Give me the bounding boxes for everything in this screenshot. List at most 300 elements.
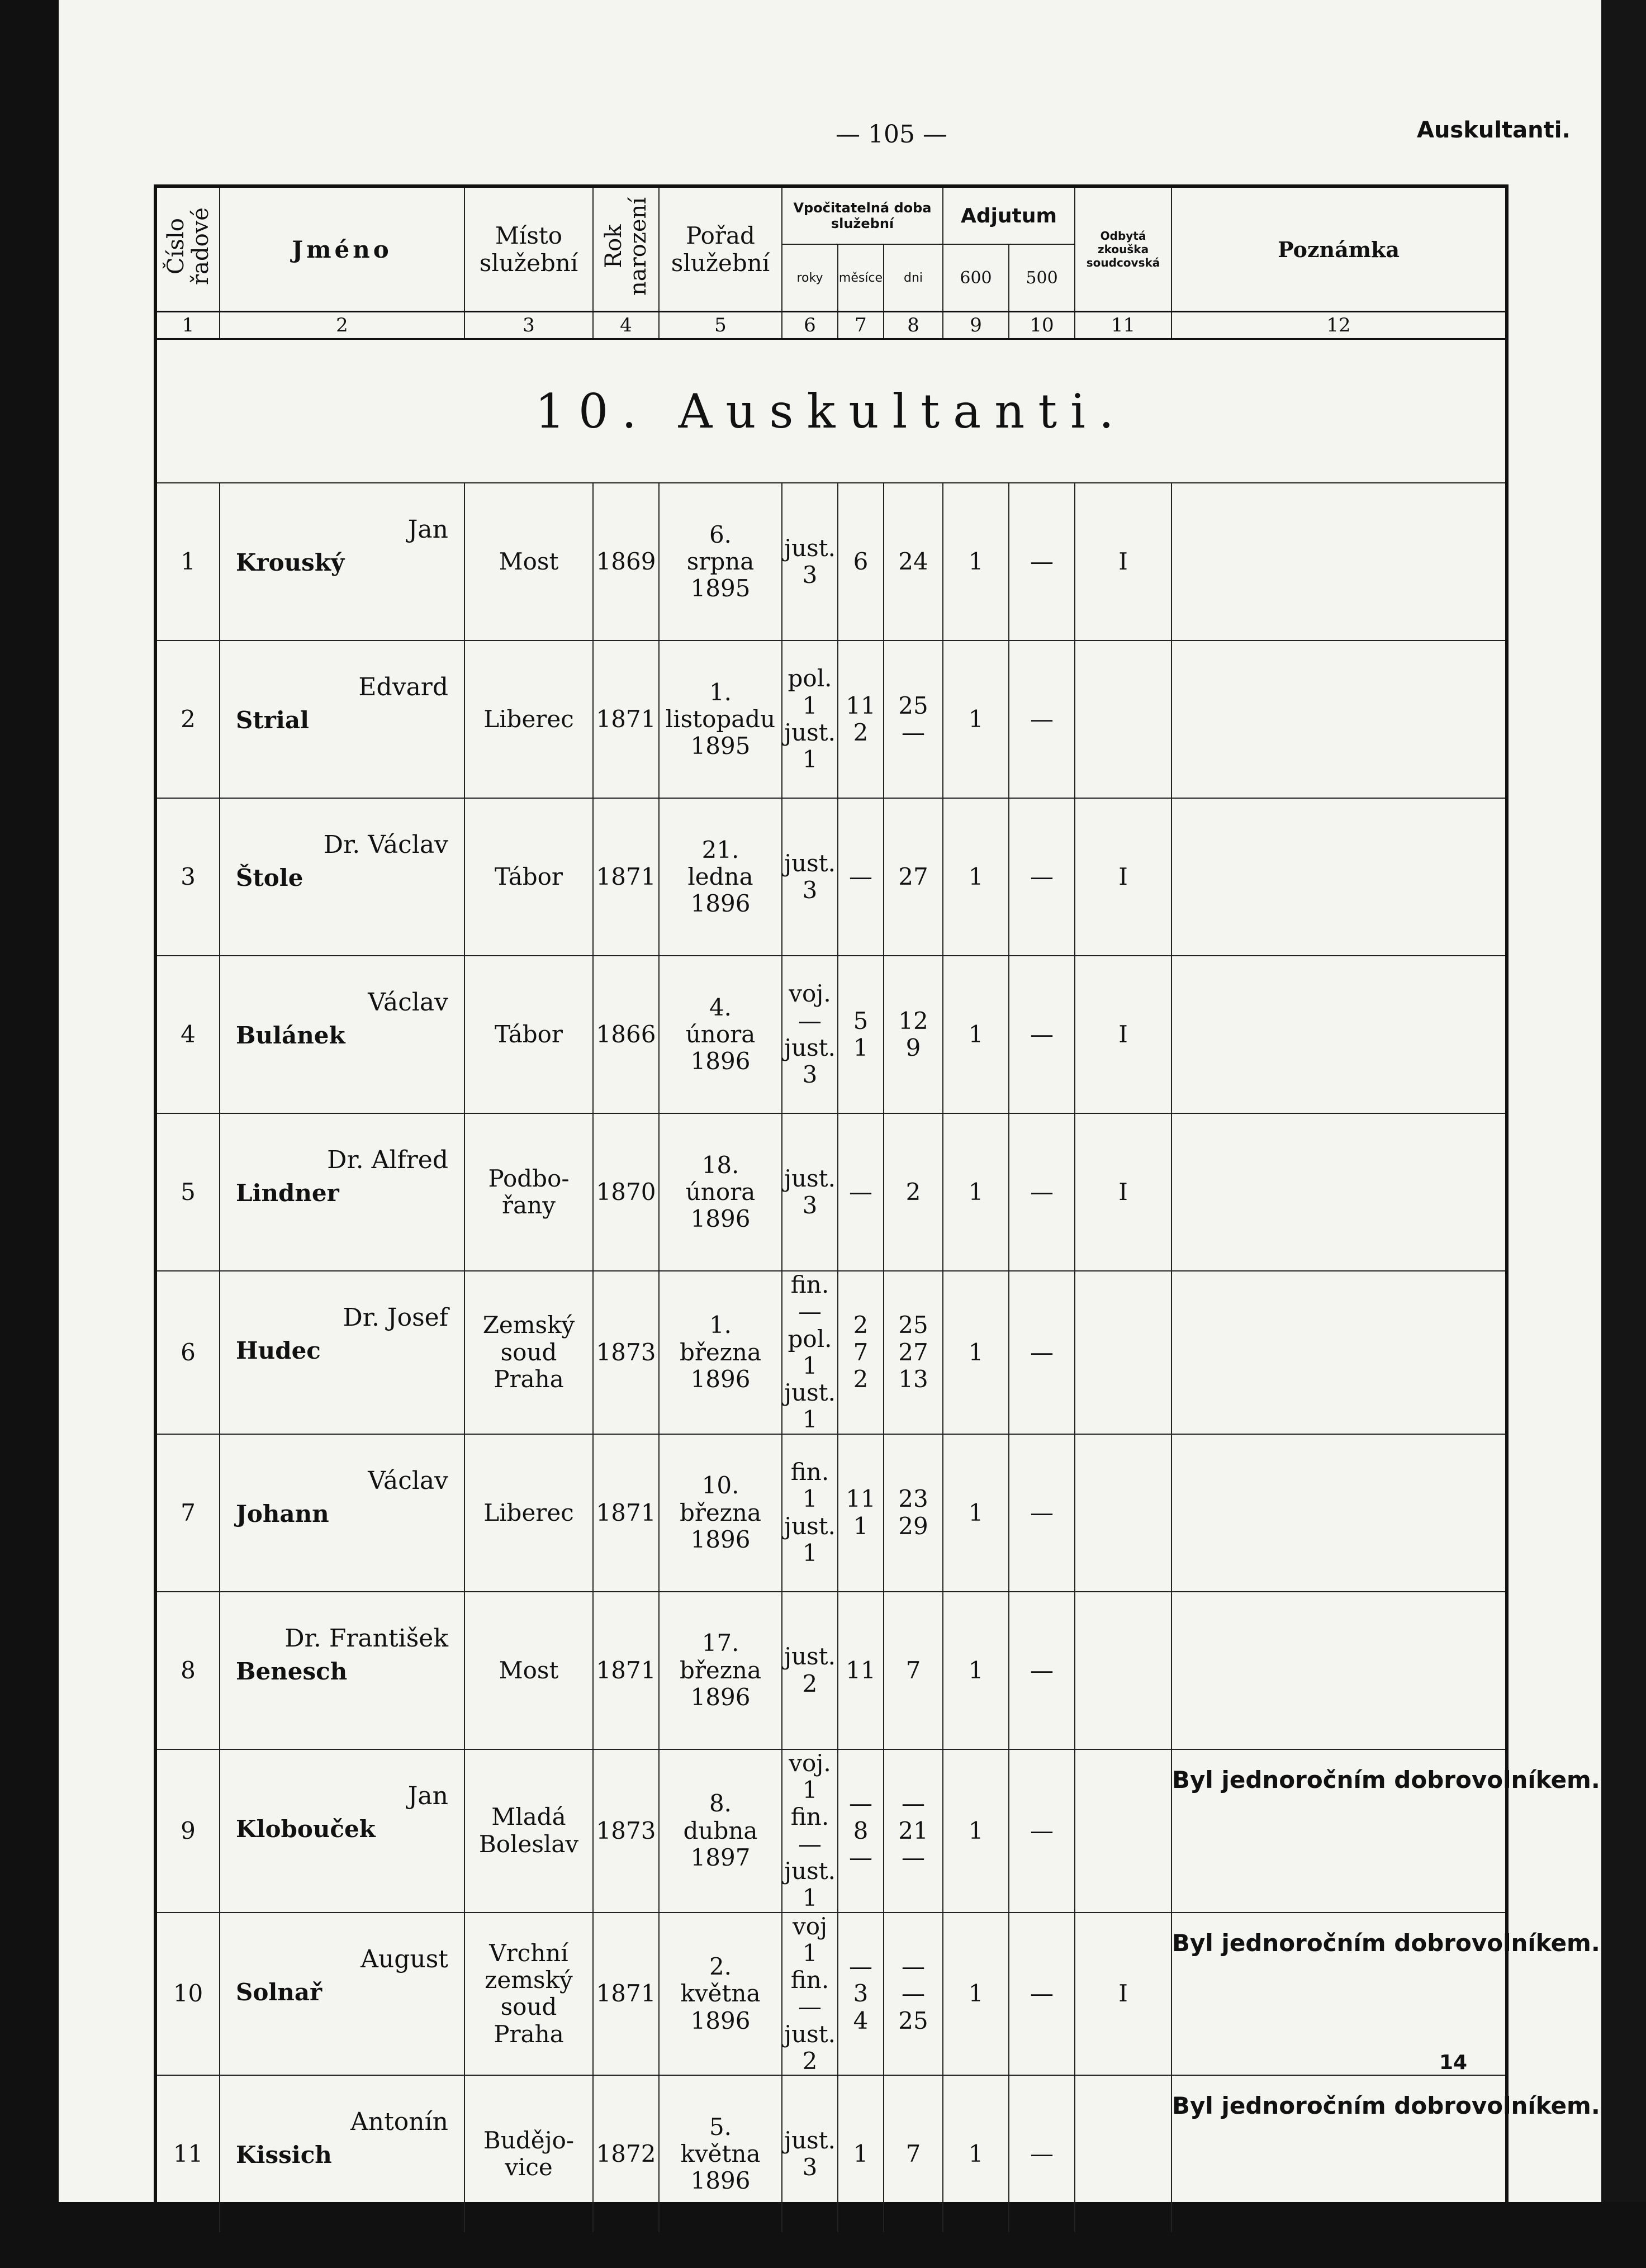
remark: [1171, 1271, 1507, 1434]
person-name: [220, 1592, 464, 1749]
service-order-line: 1.: [709, 1311, 732, 1339]
column-number: 7: [838, 312, 884, 339]
service-order-line: 1896: [690, 1525, 751, 1553]
years-line: 2: [802, 1669, 818, 1697]
years-line: fin.: [790, 1966, 829, 1994]
page-number: — 105 —: [836, 120, 947, 149]
exam: I: [1075, 1913, 1171, 2076]
months-line: 3: [853, 1980, 869, 2008]
service-order: [659, 1113, 782, 1271]
days-line: —: [902, 719, 925, 746]
remark: [1171, 483, 1507, 640]
given-name: Dr. Václav: [323, 831, 448, 859]
running-title: Auskultanti.: [1417, 117, 1571, 143]
birth-year: 1871: [593, 640, 659, 798]
row-number: 5: [155, 1113, 220, 1271]
service-order-line: března: [679, 1338, 762, 1366]
years-line: just.: [784, 534, 836, 562]
birth-year: 1873: [593, 1749, 659, 1913]
days: [884, 1271, 943, 1434]
place-line: Mladá: [491, 1803, 566, 1831]
days: [884, 1913, 943, 2076]
place-line: Most: [499, 547, 559, 575]
header-jmeno: Jméno: [220, 186, 464, 312]
row-number: 10: [155, 1913, 220, 2076]
days-line: —: [902, 1790, 925, 1818]
adjutum-600: 1: [943, 956, 1009, 1113]
service-order-line: 8.: [709, 1790, 732, 1818]
days-line: —: [902, 1980, 925, 2008]
exam: I: [1075, 798, 1171, 956]
adjutum-600: 1: [943, 1592, 1009, 1749]
birth-year: 1871: [593, 1434, 659, 1592]
header-600: 600: [943, 244, 1009, 312]
remark: [1171, 1592, 1507, 1749]
days-line: 2: [905, 1178, 921, 1206]
surname: Hudec: [236, 1337, 321, 1364]
table-row: [155, 1592, 1507, 1749]
given-name: August: [360, 1944, 448, 1973]
table-row: [155, 798, 1507, 956]
years-line: fin.: [790, 1271, 829, 1298]
row-number: 1: [155, 483, 220, 640]
days-line: 27: [898, 1338, 928, 1366]
years: [782, 1434, 838, 1592]
adjutum-600: 1: [943, 1749, 1009, 1913]
place-line: Liberec: [483, 705, 574, 733]
service-order-line: května: [680, 1980, 761, 2008]
remark: Byl jednoročním dobrovolníkem.: [1171, 2075, 1507, 2234]
place-line: Most: [499, 1656, 559, 1684]
months: [838, 640, 884, 798]
years-line: 3: [802, 1192, 818, 1219]
days: [884, 1749, 943, 1913]
years-line: 3: [802, 1061, 818, 1089]
person-name: [220, 1434, 464, 1592]
exam: I: [1075, 1113, 1171, 1271]
months-line: 2: [853, 1365, 869, 1393]
remark: Byl jednoročním dobrovolníkem.: [1171, 1913, 1507, 2076]
days: [884, 483, 943, 640]
days-line: 23: [898, 1485, 928, 1513]
place: [464, 1434, 593, 1592]
row-number: 7: [155, 1434, 220, 1592]
footer-number: 14: [1439, 2051, 1468, 2074]
years-line: just.: [784, 1034, 836, 1061]
service-order-line: března: [679, 1498, 762, 1526]
service-order: [659, 1434, 782, 1592]
adjutum-500: —: [1009, 1592, 1075, 1749]
days-line: 7: [905, 1656, 921, 1684]
service-order-line: 1897: [690, 1843, 751, 1871]
years-line: voj 1: [792, 1912, 828, 1967]
service-order-line: listopadu: [665, 705, 776, 733]
given-name: Dr. Alfred: [327, 1146, 448, 1174]
place: [464, 1592, 593, 1749]
service-order-line: května: [680, 2140, 761, 2168]
column-number: 8: [884, 312, 943, 339]
column-number: 6: [782, 312, 838, 339]
place: [464, 1271, 593, 1434]
exam: I: [1075, 956, 1171, 1113]
months-line: 6: [853, 547, 869, 575]
years: [782, 1749, 838, 1913]
header-cislo: Číslo řadové: [155, 186, 220, 312]
months-line: 2: [853, 719, 869, 746]
service-order: [659, 1271, 782, 1434]
table-row: [155, 1271, 1507, 1434]
months-line: —: [849, 1843, 872, 1871]
place: [464, 1913, 593, 2076]
months: [838, 1749, 884, 1913]
adjutum-600: 1: [943, 640, 1009, 798]
months-line: 1: [853, 1512, 869, 1540]
adjutum-500: —: [1009, 1749, 1075, 1913]
days-line: 25: [898, 2006, 928, 2034]
service-order: [659, 1749, 782, 1913]
table-row: [155, 1913, 1507, 2076]
header-mesice: měsíce: [838, 244, 884, 312]
months: [838, 1592, 884, 1749]
surname: Benesch: [236, 1657, 348, 1685]
years-line: 1: [802, 746, 818, 774]
header-misto: Místo služební: [464, 186, 593, 312]
place: [464, 640, 593, 798]
months: [838, 798, 884, 956]
months: [838, 956, 884, 1113]
service-order-line: 1895: [690, 732, 751, 760]
service-order: [659, 483, 782, 640]
days-line: —: [902, 1843, 925, 1871]
surname: Kissich: [236, 2141, 332, 2169]
years: [782, 1913, 838, 2076]
days-line: 12: [898, 1007, 928, 1035]
surname: Johann: [236, 1500, 329, 1527]
person-name: [220, 798, 464, 956]
service-order-line: 5.: [709, 2113, 732, 2141]
surname: Krouský: [236, 549, 345, 576]
place: [464, 1113, 593, 1271]
adjutum-500: —: [1009, 798, 1075, 956]
years-line: voj. 1: [789, 1749, 831, 1804]
header-doba: Vpočitatelná doba služební: [782, 186, 943, 244]
days-line: 9: [905, 1034, 921, 1061]
service-order-line: 1896: [690, 2167, 751, 2195]
years-line: just.: [784, 849, 836, 877]
exam: I: [1075, 483, 1171, 640]
years: [782, 956, 838, 1113]
header-zkouska: Odbytá zkouška soudcovská: [1075, 186, 1171, 312]
column-number: 12: [1171, 312, 1507, 339]
days: [884, 2075, 943, 2234]
person-name: [220, 1113, 464, 1271]
service-order: [659, 798, 782, 956]
exam: [1075, 1434, 1171, 1592]
months-line: —: [849, 862, 872, 890]
service-order: [659, 1913, 782, 2076]
birth-year: 1870: [593, 1113, 659, 1271]
service-order-line: 1896: [690, 890, 751, 918]
days-line: 27: [898, 862, 928, 890]
place-line: Praha: [494, 1365, 564, 1393]
years-line: just.: [784, 2020, 836, 2048]
place-line: Podbo-: [488, 1164, 570, 1192]
place-line: Budějo-: [483, 2127, 575, 2155]
service-order-line: 1896: [690, 1047, 751, 1075]
given-name: Dr. Josef: [343, 1303, 448, 1332]
service-order-line: 4.: [709, 993, 732, 1021]
birth-year: 1872: [593, 2075, 659, 2234]
months-line: 1: [853, 1034, 869, 1061]
birth-year: 1873: [593, 1271, 659, 1434]
service-order: [659, 640, 782, 798]
given-name: Edvard: [358, 673, 448, 701]
adjutum-500: —: [1009, 1913, 1075, 2076]
service-order-line: 1896: [690, 1683, 751, 1711]
adjutum-500: —: [1009, 2075, 1075, 2234]
years-line: just.: [784, 719, 836, 746]
row-number: 3: [155, 798, 220, 956]
header-rok: Rok narození: [593, 186, 659, 312]
place-line: soud: [500, 1338, 557, 1366]
years: [782, 2075, 838, 2234]
months: [838, 1113, 884, 1271]
service-order-line: 10.: [701, 1472, 739, 1500]
years-line: 3: [802, 2153, 818, 2181]
section-title: 10. Auskultanti.: [155, 339, 1507, 483]
days-line: 21: [898, 1816, 928, 1844]
years-line: 1: [802, 1884, 818, 1912]
days-line: 7: [905, 2140, 921, 2168]
birth-year: 1871: [593, 1592, 659, 1749]
service-order-line: ledna: [687, 862, 753, 890]
place: [464, 798, 593, 956]
adjutum-500: —: [1009, 1434, 1075, 1592]
header-roky: roky: [782, 244, 838, 312]
remark: [1171, 1434, 1507, 1592]
birth-year: 1869: [593, 483, 659, 640]
birth-year: 1871: [593, 1913, 659, 2076]
place: [464, 2075, 593, 2234]
place: [464, 1749, 593, 1913]
header-porad: Pořad služební: [659, 186, 782, 312]
header-dni: dni: [884, 244, 943, 312]
months: [838, 483, 884, 640]
months-line: —: [849, 1953, 872, 1980]
days-line: 13: [898, 1365, 928, 1393]
years-line: fin.: [790, 1458, 829, 1486]
given-name: Jan: [407, 1781, 448, 1810]
adjutum-500: —: [1009, 1271, 1075, 1434]
years-line: just.: [784, 1857, 836, 1885]
table-row: [155, 1113, 1507, 1271]
years-line: pol.: [788, 1325, 832, 1353]
place-line: Vrchní: [489, 1939, 568, 1967]
adjutum-600: 1: [943, 1271, 1009, 1434]
years-line: 3: [802, 876, 818, 904]
column-number: 9: [943, 312, 1009, 339]
row-number: 9: [155, 1749, 220, 1913]
exam: [1075, 1592, 1171, 1749]
months: [838, 2075, 884, 2234]
remark: [1171, 640, 1507, 798]
service-order-line: dubna: [683, 1816, 758, 1844]
adjutum-600: 1: [943, 1913, 1009, 2076]
years-line: 2: [802, 2047, 818, 2075]
row-number: 6: [155, 1271, 220, 1434]
adjutum-500: —: [1009, 483, 1075, 640]
days-line: 25: [898, 691, 928, 719]
given-name: Václav: [368, 988, 448, 1017]
years-line: —: [798, 1830, 822, 1858]
table-row: [155, 956, 1507, 1113]
given-name: Jan: [407, 515, 448, 544]
service-order-line: března: [679, 1656, 762, 1684]
given-name: Antonín: [350, 2108, 448, 2137]
service-order: [659, 2075, 782, 2234]
column-number: 2: [220, 312, 464, 339]
years-line: just.: [784, 1379, 836, 1407]
months-line: 4: [853, 2006, 869, 2034]
person-name: [220, 640, 464, 798]
adjutum-600: 1: [943, 1434, 1009, 1592]
years: [782, 798, 838, 956]
remark: Byl jednoročním dobrovolníkem.: [1171, 1749, 1507, 1913]
years: [782, 483, 838, 640]
row-number: 8: [155, 1592, 220, 1749]
exam: [1075, 1749, 1171, 1913]
place-line: řany: [502, 1192, 556, 1219]
place: [464, 956, 593, 1113]
column-number-row: [155, 312, 1507, 339]
years-line: just.: [784, 1512, 836, 1540]
service-order-line: 18.: [701, 1151, 739, 1179]
months-line: —: [849, 1178, 872, 1206]
table-row: [155, 1434, 1507, 1592]
birth-year: 1866: [593, 956, 659, 1113]
column-number: 4: [593, 312, 659, 339]
months-line: 1: [853, 2140, 869, 2168]
service-order-line: srpna: [686, 547, 755, 575]
table-row: [155, 2075, 1507, 2234]
person-name: [220, 483, 464, 640]
exam: [1075, 640, 1171, 798]
given-name: Václav: [368, 1466, 448, 1495]
years-line: just.: [784, 2127, 836, 2155]
surname: Lindner: [236, 1179, 339, 1207]
place-line: soud: [500, 1993, 557, 2021]
service-order-line: 17.: [701, 1629, 739, 1657]
exam: [1075, 1271, 1171, 1434]
table-row: [155, 483, 1507, 640]
months-line: —: [849, 1790, 872, 1818]
months: [838, 1913, 884, 2076]
service-order-line: února: [685, 1178, 756, 1206]
person-name: [220, 2075, 464, 2234]
place-line: zemský: [485, 1966, 573, 1994]
person-name: [220, 1749, 464, 1913]
days: [884, 798, 943, 956]
person-name: [220, 1271, 464, 1434]
surname: Solnař: [236, 1978, 322, 2006]
years: [782, 1271, 838, 1434]
years: [782, 1113, 838, 1271]
table-row: [155, 640, 1507, 798]
days: [884, 1113, 943, 1271]
months: [838, 1434, 884, 1592]
years-line: —: [798, 1298, 822, 1326]
place-line: Zemský: [482, 1311, 575, 1339]
service-order-line: 21.: [701, 836, 739, 863]
days: [884, 956, 943, 1113]
register-table: [154, 184, 1600, 2236]
person-name: [220, 956, 464, 1113]
row-number: 2: [155, 640, 220, 798]
surname: Strial: [236, 706, 309, 734]
months-line: 11: [846, 691, 876, 719]
years-line: 1: [802, 1539, 818, 1567]
place-line: Praha: [494, 2020, 564, 2048]
days-line: 24: [898, 547, 928, 575]
service-order-line: 2.: [709, 1953, 732, 1980]
column-number: 1: [155, 312, 220, 339]
years-line: just.: [784, 1643, 836, 1671]
service-order-line: 1.: [709, 678, 732, 706]
place-line: Boleslav: [478, 1830, 579, 1858]
days-line: 29: [898, 1512, 928, 1540]
adjutum-500: —: [1009, 956, 1075, 1113]
row-number: 4: [155, 956, 220, 1113]
months-line: 2: [853, 1311, 869, 1339]
adjutum-600: 1: [943, 1113, 1009, 1271]
column-number: 10: [1009, 312, 1075, 339]
days: [884, 1434, 943, 1592]
years-line: 1: [802, 691, 818, 719]
remark: [1171, 1113, 1507, 1271]
place-line: Liberec: [483, 1498, 574, 1526]
months-line: 7: [853, 1338, 869, 1366]
row-number: 11: [155, 2075, 220, 2234]
page-edge-shadow: [1601, 0, 1646, 2202]
years-line: 1: [802, 1485, 818, 1513]
years-line: 1: [802, 1351, 818, 1379]
place: [464, 483, 593, 640]
column-number: 5: [659, 312, 782, 339]
days-line: —: [902, 1953, 925, 1980]
surname: Štole: [236, 864, 303, 891]
service-order-line: února: [685, 1020, 756, 1048]
service-order: [659, 1592, 782, 1749]
years: [782, 640, 838, 798]
service-order-line: 1896: [690, 1205, 751, 1233]
years: [782, 1592, 838, 1749]
adjutum-600: 1: [943, 2075, 1009, 2234]
service-order-line: 1896: [690, 2006, 751, 2034]
column-number: 3: [464, 312, 593, 339]
days-line: 25: [898, 1311, 928, 1339]
months-line: 11: [846, 1656, 876, 1684]
place-line: vice: [505, 2153, 553, 2181]
adjutum-600: 1: [943, 798, 1009, 956]
header-adjutum: Adjutum: [943, 186, 1075, 244]
header-poznamka: Poznámka: [1171, 186, 1507, 312]
adjutum-600: 1: [943, 483, 1009, 640]
years-line: 1: [802, 1406, 818, 1434]
years-line: voj.: [789, 980, 831, 1008]
adjutum-500: —: [1009, 640, 1075, 798]
given-name: Dr. František: [284, 1624, 448, 1653]
service-order-line: 1896: [690, 1365, 751, 1393]
